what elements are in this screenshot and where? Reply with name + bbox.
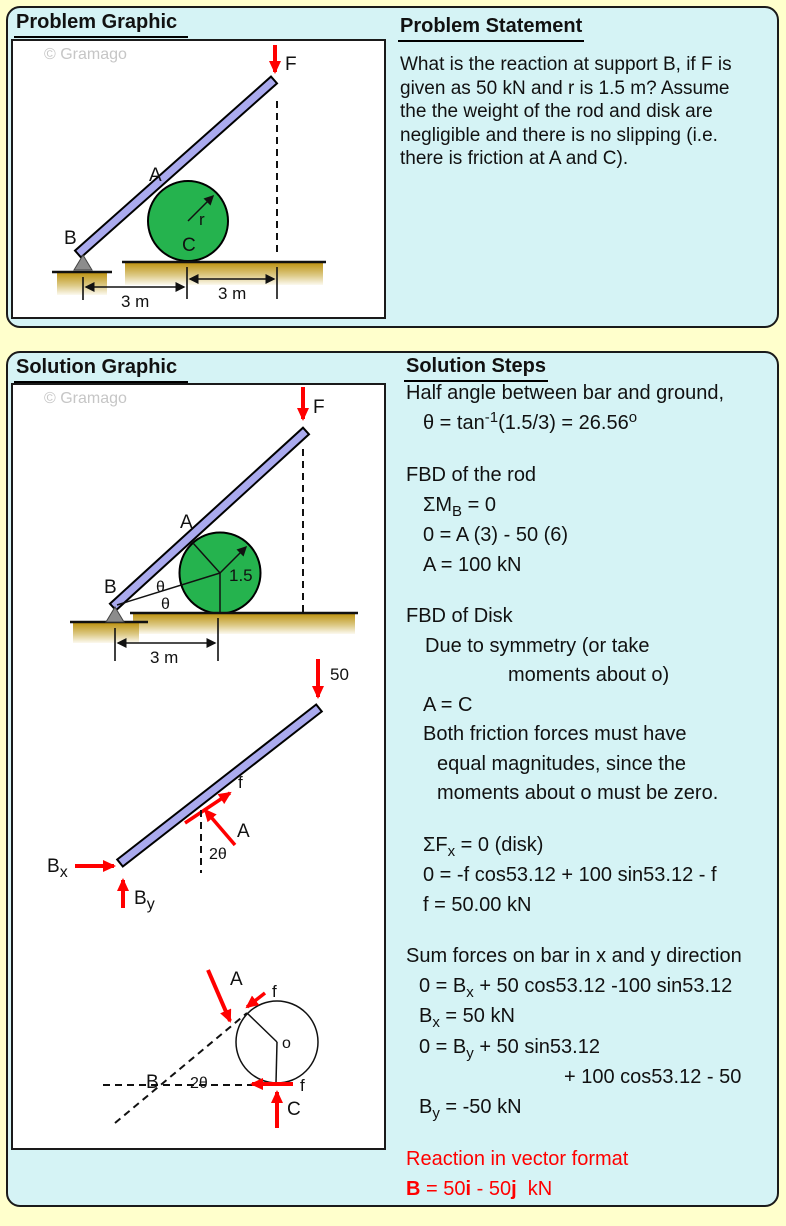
by-label: $B_y$	[134, 888, 155, 913]
load-50-label: 50	[330, 665, 349, 684]
solution-step-block	[404, 602, 774, 809]
problem-diagram	[13, 41, 384, 317]
point-c-label: C	[182, 235, 196, 256]
solution-step-line: $0 = B_x + 50$ cos53.12 -100 sin53.12	[419, 974, 733, 1001]
solution-step-line: B = 50i - 50j kN	[406, 1177, 553, 1200]
fbd-rod	[117, 705, 322, 867]
angle-2theta-label: 2θ	[209, 846, 227, 863]
point-b-label: B	[64, 228, 77, 249]
ground-fill	[133, 614, 355, 634]
friction-f-label: f	[238, 773, 243, 792]
radius-to-rod	[247, 1013, 277, 1042]
radius-label: r	[199, 210, 205, 229]
point-b-label: B	[146, 1072, 159, 1093]
problem-statement-title: Problem Statement	[398, 15, 584, 42]
statement-line: there is friction at A and C).	[400, 148, 629, 169]
solution-step-block	[404, 1145, 774, 1204]
radius-label: 1.5	[229, 566, 253, 585]
theta-lower-label: θ	[161, 596, 170, 613]
theta-upper-label: θ	[156, 579, 165, 596]
solution-step-block	[404, 379, 774, 439]
point-a-label: A	[149, 165, 162, 186]
pin-support	[106, 607, 124, 622]
problem-graphic-title: Problem Graphic	[14, 11, 188, 38]
friction-f-bottom-label: f	[300, 1076, 305, 1095]
statement-line: given as 50 kN and r is 1.5 m? Assume	[400, 77, 730, 99]
solution-graphic-box	[11, 383, 386, 1150]
angle-2theta-label: 2θ	[190, 1075, 208, 1092]
solution-step-block	[404, 831, 774, 921]
pin-support	[74, 255, 92, 270]
solution-step-line: 0 = A (3) - 50 (6)	[423, 524, 569, 546]
solution-step-line: $\theta = \tan^{-1}(1.5/3) = 26.56^o$	[423, 408, 638, 434]
solution-step-line: equal magnitudes, since the	[437, 752, 687, 775]
watermark: © Gramago	[44, 390, 127, 407]
watermark: © Gramago	[44, 46, 127, 63]
ground-fill-b	[57, 273, 107, 295]
dim-label-2: 3 m	[218, 284, 247, 303]
friction-f-top-arrow	[247, 993, 265, 1007]
radius-to-ground	[276, 1042, 277, 1083]
solution-step-line: $\Sigma M_B = 0$	[423, 493, 496, 520]
ground-fill-b	[73, 623, 139, 643]
solution-step-line: FBD of Disk	[406, 605, 513, 627]
solution-step-line: moments about o)	[508, 664, 670, 686]
solution-step-line: A = 100 kN	[423, 553, 522, 576]
force-a-arrow	[208, 970, 230, 1021]
ground-fill	[125, 263, 323, 285]
force-c-label: C	[287, 1099, 301, 1120]
solution-steps-text	[404, 379, 774, 1226]
solution-diagram	[13, 385, 384, 1148]
solution-step-line: $B_x = 50$ kN	[419, 1005, 515, 1031]
solution-step-line: Reaction in vector format	[406, 1148, 629, 1170]
normal-a-label: A	[237, 821, 250, 842]
center-o-label: o	[282, 1035, 291, 1052]
solution-step-line: $B_y = -50$ kN	[419, 1095, 522, 1122]
friction-f-top-label: f	[272, 982, 277, 1001]
statement-line: negligible and there is no slipping (i.e.	[400, 124, 718, 146]
solution-step-block	[404, 461, 774, 580]
solution-step-line: + 100 cos53.12 - 50	[564, 1066, 742, 1088]
point-b-label: B	[104, 577, 117, 598]
bx-label: $B_x$	[47, 856, 68, 881]
solution-step-line: Due to symmetry (or take	[425, 634, 650, 657]
point-a-label: A	[180, 512, 193, 533]
problem-statement-text	[400, 53, 772, 171]
dim-label-1: 3 m	[121, 292, 150, 311]
solution-step-line: 0 = -f cos53.12 + 100 sin53.12 - f	[423, 864, 717, 886]
force-f-label: F	[313, 397, 325, 418]
solution-step-line: A = C	[423, 693, 473, 716]
normal-a-arrow	[205, 810, 235, 845]
problem-panel	[6, 6, 779, 328]
solution-panel	[6, 351, 779, 1207]
solution-step-line: $0 = B_y + 50$ sin53.12	[419, 1035, 600, 1062]
dashed-rod-line	[115, 1013, 247, 1123]
problem-graphic-box	[11, 39, 386, 319]
solution-step-block	[404, 942, 774, 1123]
solution-step-line: moments about o must be zero.	[437, 782, 719, 804]
solution-step-line: Half angle between bar and ground,	[406, 382, 725, 404]
solution-graphic-title: Solution Graphic	[14, 356, 188, 383]
solution-step-line: FBD of the rod	[406, 464, 537, 486]
solution-step-line: Sum forces on bar in x and y direction	[406, 945, 742, 967]
solution-steps-title: Solution Steps	[404, 355, 548, 382]
dim-label: 3 m	[150, 648, 179, 667]
statement-line: the the weight of the rod and disk are	[400, 101, 713, 122]
solution-step-line: $\Sigma F_x = 0$ (disk)	[423, 833, 544, 860]
force-a-label: A	[230, 969, 243, 990]
solution-step-line: f = 50.00 kN	[423, 893, 532, 916]
solution-step-line: Both friction forces must have	[423, 723, 687, 745]
statement-line: What is the reaction at support B, if F is	[400, 54, 732, 75]
force-f-label: F	[285, 54, 297, 75]
